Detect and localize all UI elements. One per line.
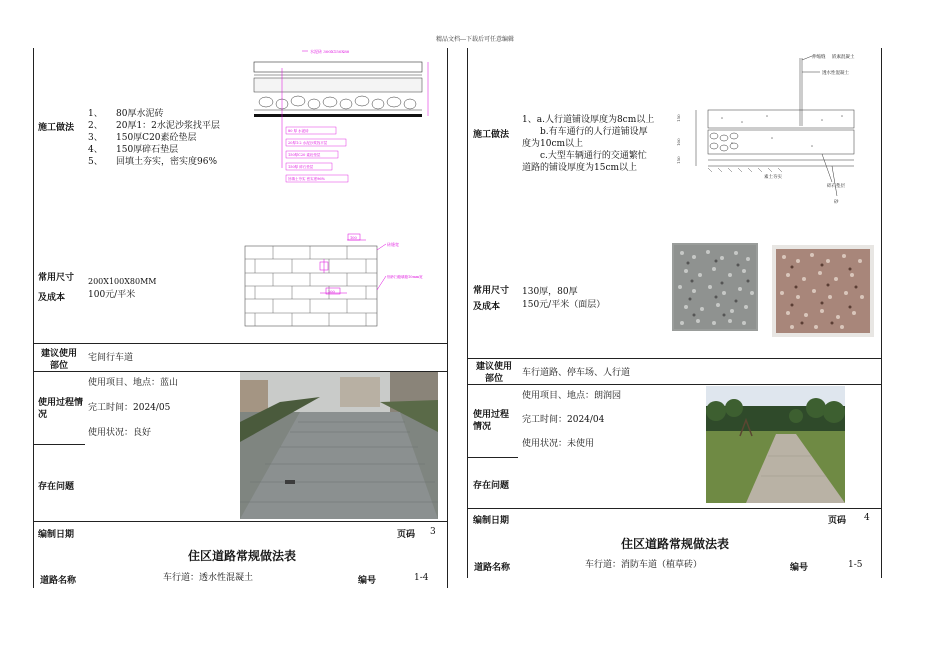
code-label: 编号	[790, 563, 809, 573]
issue-label: 存在问题	[38, 482, 75, 492]
brick-pattern-drawing	[240, 230, 445, 330]
item-text: 20厚1：2水泥沙浆找平层	[116, 121, 220, 131]
park-road-photo	[706, 386, 845, 503]
next-table-title: 住区道路常规做法表	[188, 549, 297, 563]
item-text: 150厚C20素砼垫层	[116, 133, 197, 143]
date-label: 编制日期	[38, 530, 75, 540]
dim-label: 150	[676, 156, 681, 164]
next-table-title: 住区道路常规做法表	[621, 537, 730, 551]
page-label: 页码	[397, 530, 416, 540]
page-number: 3	[430, 527, 436, 537]
size-value: 200X100X80MM	[88, 277, 157, 286]
item-text: 150厚碎石垫层	[116, 145, 179, 155]
project-value: 使用项目、地点：蓝山	[88, 378, 179, 388]
brick-dim-label: 100	[350, 236, 357, 240]
status-value: 使用状况：良好	[88, 428, 152, 438]
project-value: 使用项目、地点：朗润园	[522, 391, 622, 401]
cost-value: 150元/平米（面层）	[522, 300, 606, 310]
finish-value: 完工时间：2024/04	[522, 415, 605, 425]
page-label: 页码	[828, 516, 847, 526]
suggest-label: 建议使用部位	[475, 362, 512, 384]
section-label: 伸缩缝	[812, 55, 826, 60]
code-value: 1-4	[414, 573, 429, 583]
road-name-value: 车行道：消防车道（植草砖）	[585, 560, 703, 570]
brick-note: 细砂扫缝填缝10mm宽	[387, 275, 423, 279]
dim-label: 150	[676, 114, 681, 122]
svg-text:150厚 碎石垫层: 150厚 碎石垫层	[288, 165, 314, 169]
brown-sample-photo	[772, 245, 874, 337]
line-b1: b.有车通行的人行道铺设厚	[540, 127, 648, 137]
item-num: 3、	[88, 133, 103, 143]
cost-label: 及成本	[473, 302, 501, 312]
section-label: 素土夯实	[764, 175, 782, 180]
line-b2: 度为10cm以上	[522, 139, 584, 149]
item-text: 回填土夯实，密实度96%	[116, 157, 218, 167]
code-label: 编号	[358, 576, 377, 586]
issue-label: 存在问题	[473, 481, 510, 491]
construction-label: 施工做法	[473, 130, 510, 140]
section-label: 水泥砖 300X150X80	[310, 49, 350, 54]
page-number: 4	[864, 513, 870, 523]
permeable-section-drawing	[672, 48, 877, 208]
suggest-value: 宅间行车道	[88, 353, 134, 363]
road-name-label: 道路名称	[474, 563, 511, 573]
item-text: 80厚水泥砖	[116, 109, 164, 119]
road-name-label: 道路名称	[40, 576, 77, 586]
line-c1: c.大型车辆通行的交通繁忙	[540, 151, 647, 161]
brick-note: 砖缝宽	[387, 242, 399, 247]
svg-text:80 厚 水泥砖: 80 厚 水泥砖	[288, 129, 309, 133]
suggest-value: 车行道路、停车场、人行道	[522, 368, 631, 378]
item-num: 4、	[88, 145, 103, 155]
finish-value: 完工时间：2024/05	[88, 403, 171, 413]
svg-text:回填土夯实 密实度96%: 回填土夯实 密实度96%	[288, 177, 325, 181]
line-a: 1、a.人行道铺设厚度为8cm以上	[522, 115, 655, 125]
construction-text	[522, 114, 654, 174]
section-label: 砂	[834, 200, 839, 205]
section-label: 碎石垫层	[827, 184, 845, 189]
cost-value: 100元/平米	[88, 290, 136, 300]
status-value: 使用状况：未使用	[522, 439, 595, 449]
construction-list	[88, 108, 220, 168]
date-label: 编制日期	[473, 516, 510, 526]
process-label: 使用过程情况	[38, 398, 84, 420]
svg-text:20厚1:2 水泥沙浆找平层: 20厚1:2 水泥沙浆找平层	[288, 141, 328, 145]
cost-label: 及成本	[38, 293, 66, 303]
grey-sample-photo	[672, 243, 758, 331]
brick-dim-label: 200	[328, 290, 335, 294]
suggest-label: 建议使用部位	[40, 349, 77, 371]
item-num: 5、	[88, 157, 103, 167]
line-c2: 道路的铺设厚度为15cm以上	[522, 163, 638, 173]
header-note: 精品文档---下载后可任意编辑	[435, 36, 515, 43]
road-photo	[240, 372, 438, 519]
item-num: 2、	[88, 121, 103, 131]
size-value: 130厚，80厚	[522, 287, 578, 297]
section-label: 透水性混凝土	[822, 71, 849, 76]
pavement-section-drawing	[252, 48, 442, 188]
item-num: 1、	[88, 109, 103, 119]
size-label: 常用尺寸	[473, 286, 510, 296]
section-label: 嵌素混凝土	[832, 55, 855, 60]
size-label: 常用尺寸	[38, 273, 75, 283]
road-name-value: 车行道：透水性混凝土	[163, 573, 254, 583]
svg-text:150厚C20 素砼垫层: 150厚C20 素砼垫层	[288, 153, 321, 157]
dim-label: 100	[676, 138, 681, 146]
process-label: 使用过程情况	[473, 410, 510, 432]
construction-label: 施工做法	[38, 123, 75, 133]
code-value: 1-5	[848, 560, 863, 570]
